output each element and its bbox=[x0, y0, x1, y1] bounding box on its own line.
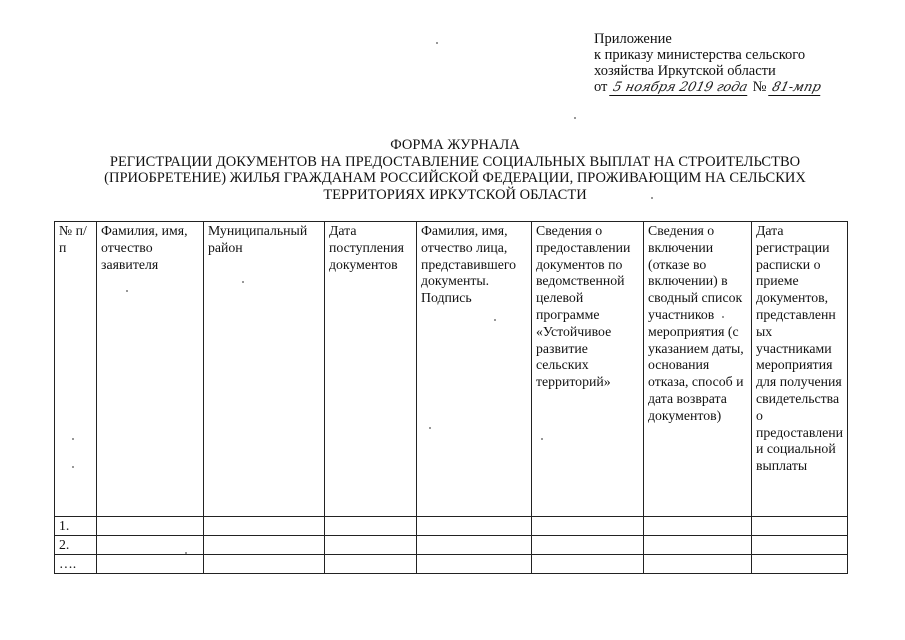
table-cell bbox=[532, 536, 644, 555]
header-number: № п/п bbox=[55, 222, 97, 517]
appendix-ministry: хозяйства Иркутской области bbox=[594, 63, 776, 79]
table-cell bbox=[417, 536, 532, 555]
handwritten-order-number: 81-мпр bbox=[768, 81, 824, 96]
table-cell bbox=[532, 517, 644, 536]
table-cell bbox=[325, 517, 417, 536]
table-cell bbox=[97, 536, 204, 555]
table-cell bbox=[97, 555, 204, 574]
header-municipal-district: Муниципальный район bbox=[204, 222, 325, 517]
table-cell bbox=[752, 517, 848, 536]
table-cell bbox=[417, 517, 532, 536]
header-receipt-registration-date: Дата регистрации расписки о приеме документов, представленных участниками мероприятия для получения свидетельства о предоставлении социальной выплаты bbox=[752, 222, 848, 517]
scan-speck bbox=[429, 427, 431, 429]
scan-speck bbox=[436, 42, 438, 44]
table-row bbox=[55, 517, 848, 536]
header-applicant-name: Фамилия, имя, отчество заявителя bbox=[97, 222, 204, 517]
title-line-3: (ПРИОБРЕТЕНИЕ) ЖИЛЬЯ ГРАЖДАНАМ РОССИЙСКОЙ ФЕДЕРАЦИИ, ПРОЖИВАЮЩИМ НА СЕЛЬСКИХ bbox=[104, 170, 806, 186]
table-cell bbox=[752, 555, 848, 574]
scan-speck bbox=[574, 117, 576, 119]
journal-table bbox=[54, 221, 848, 574]
scan-speck bbox=[651, 197, 653, 199]
table-cell bbox=[644, 517, 752, 536]
appendix-order-ref: к приказу министерства сельского bbox=[594, 47, 806, 63]
title-line-2: РЕГИСТРАЦИИ ДОКУМЕНТОВ НА ПРЕДОСТАВЛЕНИЕ СОЦИАЛЬНЫХ ВЫПЛАТ НА СТРОИТЕЛЬСТВО bbox=[109, 153, 801, 170]
document-title bbox=[60, 137, 850, 203]
header-program-info: Сведения о предоставлении документов по ведомственной целевой программе «Устойчивое развитие сельских территорий» bbox=[532, 222, 644, 517]
appendix-title: Приложение bbox=[594, 31, 672, 47]
table-cell bbox=[204, 555, 325, 574]
table-cell bbox=[325, 555, 417, 574]
table-cell bbox=[644, 536, 752, 555]
scan-speck bbox=[185, 552, 187, 554]
table-cell bbox=[325, 536, 417, 555]
scan-speck bbox=[722, 316, 724, 318]
row-number-cell: 1. bbox=[55, 517, 97, 536]
scan-speck bbox=[126, 290, 128, 292]
number-label: № bbox=[752, 79, 767, 95]
scan-speck bbox=[242, 281, 244, 283]
appendix-order-date-line bbox=[594, 79, 894, 97]
header-receipt-date: Дата поступления документов bbox=[325, 222, 417, 517]
table-cell bbox=[532, 555, 644, 574]
table-cell bbox=[204, 517, 325, 536]
title-line-1: ФОРМА ЖУРНАЛА bbox=[390, 137, 520, 153]
table-row bbox=[55, 555, 848, 574]
scan-speck bbox=[72, 466, 74, 468]
header-submitter-name: Фамилия, имя, отчество лица, представившего документы. Подпись bbox=[417, 222, 532, 517]
table-cell bbox=[644, 555, 752, 574]
scan-speck bbox=[541, 438, 543, 440]
handwritten-date: 5 ноября 2019 года bbox=[609, 81, 751, 96]
from-label: от bbox=[594, 79, 608, 95]
scan-speck bbox=[494, 319, 496, 321]
table-header-row bbox=[55, 222, 848, 517]
table-cell bbox=[97, 517, 204, 536]
row-number-cell: …. bbox=[55, 555, 97, 574]
appendix-note bbox=[594, 31, 894, 97]
header-inclusion-info: Сведения о включении (отказе во включении) в сводный список участников мероприятия (с указанием даты, основания отказа, способ и дата возврата документов) bbox=[644, 222, 752, 517]
table-cell bbox=[417, 555, 532, 574]
table-cell bbox=[752, 536, 848, 555]
row-number-cell: 2. bbox=[55, 536, 97, 555]
scan-speck bbox=[72, 438, 74, 440]
title-line-4: ТЕРРИТОРИЯХ ИРКУТСКОЙ ОБЛАСТИ bbox=[323, 186, 587, 203]
table-cell bbox=[204, 536, 325, 555]
table-row bbox=[55, 536, 848, 555]
